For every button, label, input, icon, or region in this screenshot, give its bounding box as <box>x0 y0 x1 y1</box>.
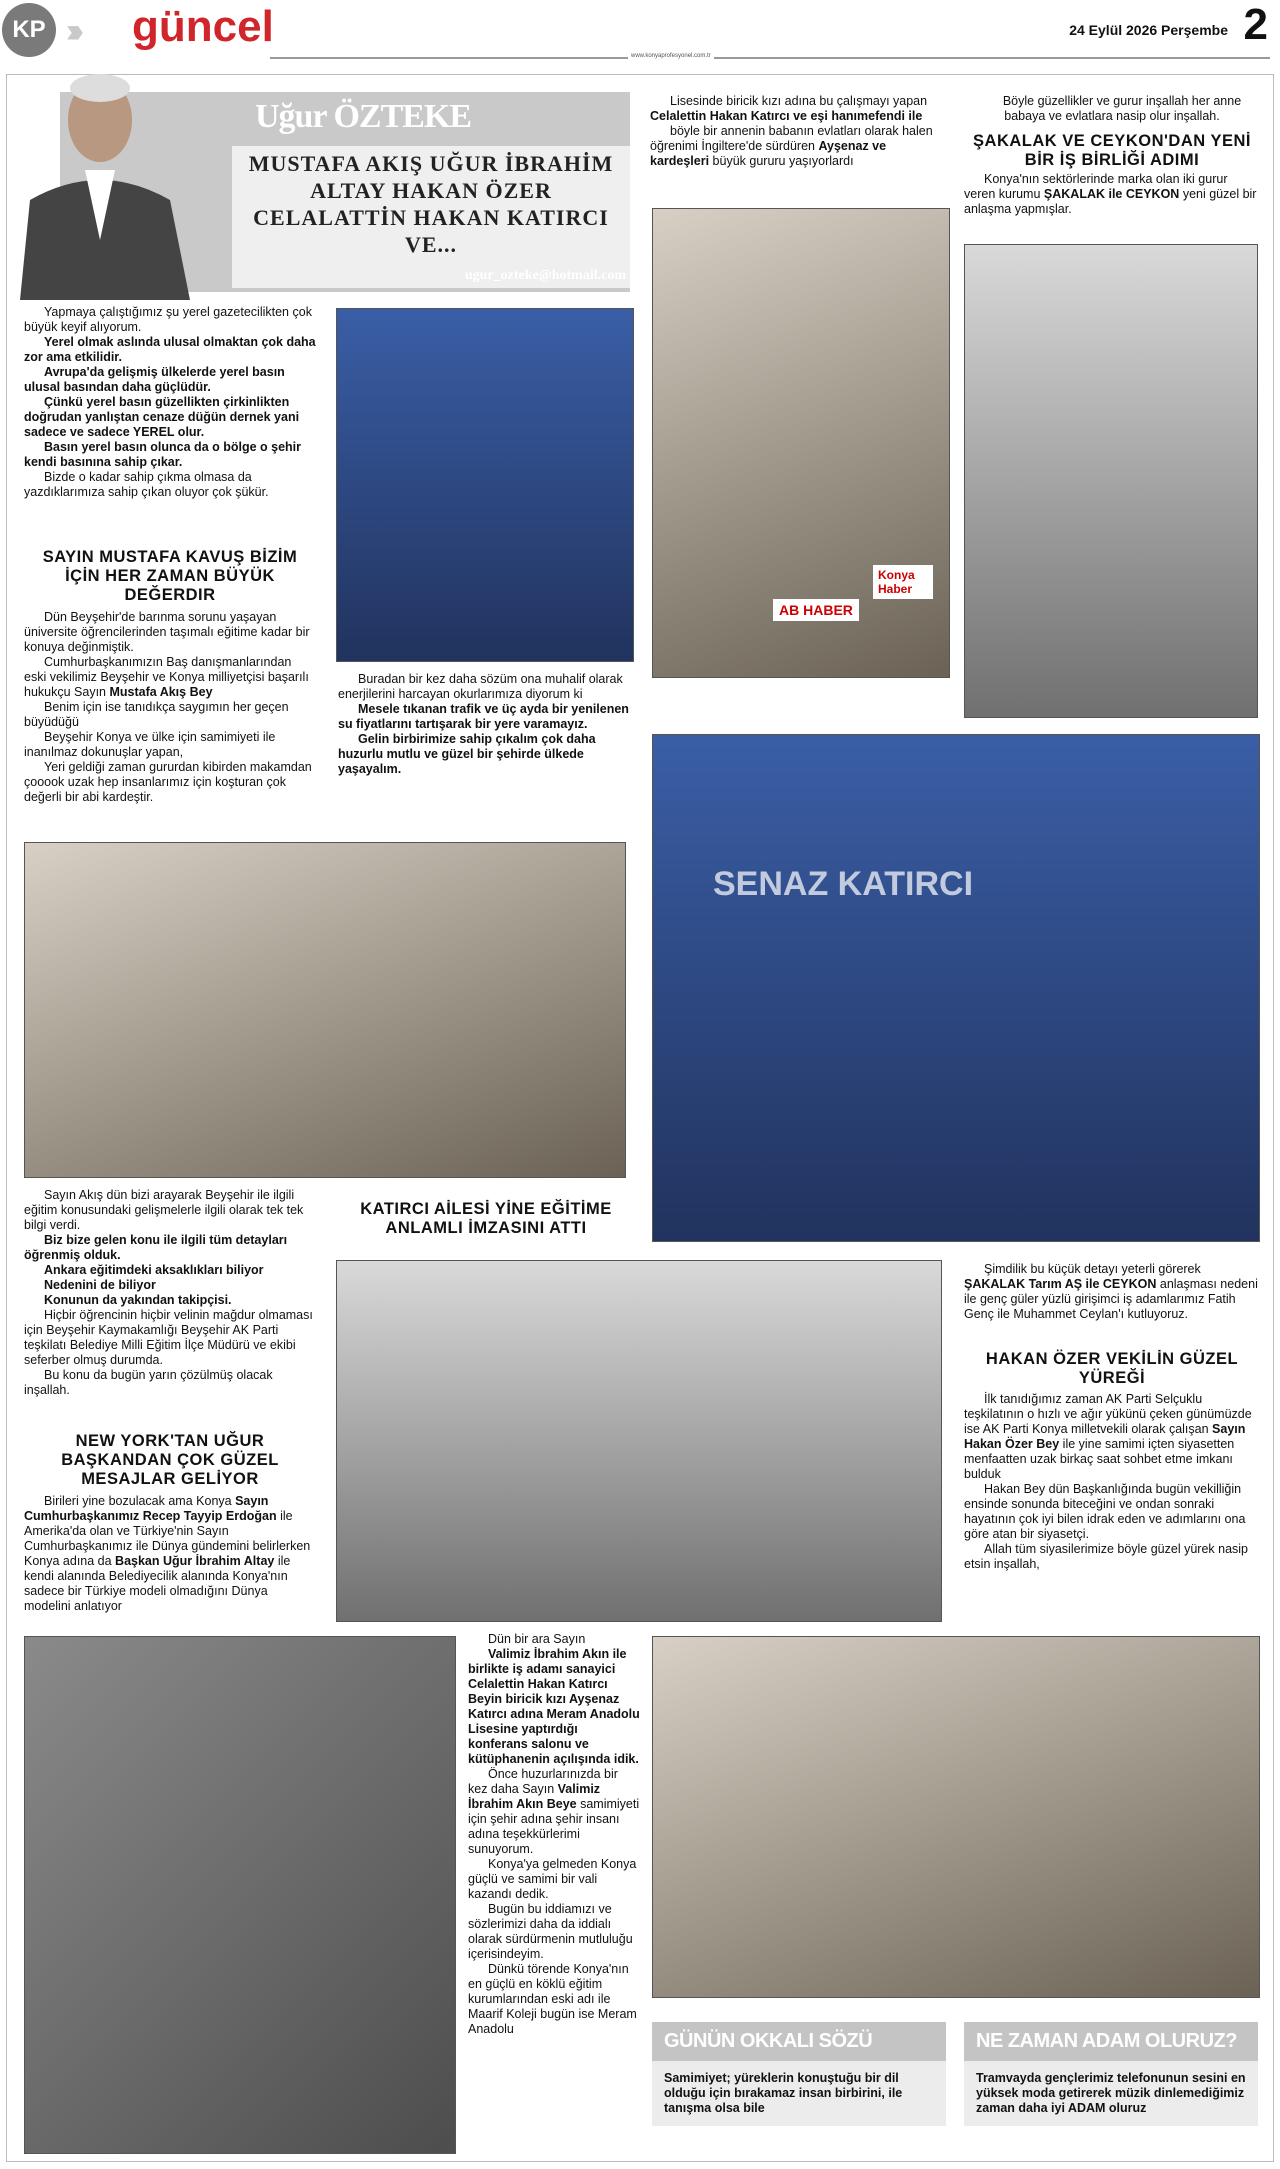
paragraph-list <box>650 94 946 169</box>
paragraph: Biz bize gelen konu ile ilgili tüm detayları öğrenmiş olduk. <box>24 1233 288 1262</box>
paragraph: Şimdilik bu küçük detayı yeterli görerek ŞAKALAK Tarım AŞ ile CEYKON anlaşması nedeni ile genç güler yüzlü girişimci iş adamlarımız Fatih Genç ile Muhammet Ceylan'ı kutluyoruz. <box>964 1262 1258 1321</box>
paragraph-list <box>468 1632 640 2037</box>
question-box-title: NE ZAMAN ADAM OLURUZ? <box>964 2022 1258 2061</box>
photo-officials-2 <box>336 1260 942 1622</box>
paragraph: Yerel olmak aslında ulusal olmaktan çok daha zor ama etkilidir. <box>24 335 316 364</box>
quote-box-body: Samimiyet; yüreklerin konuştuğu bir dil olduğu için bırakamaz insan birbirini, ile tanışma olsa bile <box>652 2061 946 2126</box>
paragraph: Konunun da yakından takipçisi. <box>44 1293 232 1307</box>
col4-text-a <box>964 94 1260 124</box>
paragraph-list <box>338 672 630 777</box>
paragraph: Allah tüm siyasilerimize böyle güzel yürek nasip etsin inşallah, <box>964 1542 1249 1571</box>
headline-katirci: KATIRCI AİLESİ YİNE EĞİTİME ANLAMLI İMZASINI ATTI <box>360 1200 612 1237</box>
quote-box-title: GÜNÜN OKKALI SÖZÜ <box>652 2022 946 2061</box>
paragraph: Beyşehir Konya ve ülke için samimiyeti ile inanılmaz dokunuşlar yapan, <box>24 730 276 759</box>
quote-box <box>652 2022 946 2126</box>
paragraph: Birileri yine bozulacak ama Konya Sayın Cumhurbaşkanımız Recep Tayyip Erdoğan ile Amerika'da olan ve Türkiye'nin Sayın Cumhurbaşkanımız ile Dünya gündemini belirlerken Konya adına da Başkan Uğur İbrahim Altay ile kendi alanında Belediyecilik alanında Konya'nın sadece bir Türkiye modeli olmadığını Dünya modelini anlatıyor <box>24 1494 311 1613</box>
paragraph-list <box>24 1494 316 1614</box>
col2-text-b <box>468 1632 640 2037</box>
paragraph-list <box>964 1262 1260 1322</box>
paragraph: Benim için ise tanıdıkça saygımın her geçen büyüdüğü <box>24 700 289 729</box>
paragraph: Böyle güzellikler ve gurur inşallah her anne babaya ve evlatlara nasip olur inşallah. <box>1002 94 1242 123</box>
col4-text-b <box>964 172 1260 217</box>
col4-text-d <box>964 1392 1260 1572</box>
photo-akis-meeting <box>24 842 626 1178</box>
column-title-box <box>232 146 630 288</box>
headline-newyork: NEW YORK'TAN UĞUR BAŞKANDAN ÇOK GÜZEL MESAJLAR GELİYOR <box>61 1432 279 1488</box>
paragraph: Dün Beyşehir'de barınma sorunu yaşayan üniversite öğrencilerinden taşımalı eğitime kadar bir konuya değinmiştik. <box>24 610 310 654</box>
photo-officials-1 <box>336 308 634 662</box>
columnist-portrait <box>0 40 200 300</box>
paragraph: böyle bir annenin babanın evlatları olarak halen öğrenimi İngiltere'de sürdüren Ayşenaz ve kardeşleri büyük gururu yaşıyorlardı <box>650 124 933 168</box>
photo-interview <box>652 208 950 678</box>
section-title: güncel <box>132 2 274 51</box>
paragraph: Lisesinde biricik kızı adına bu çalışmayı yapan Celalettin Hakan Katırcı ve eşi hanımefendi ile <box>650 94 928 123</box>
paragraph: Avrupa'da gelişmiş ülkelerde yerel basın ulusal basından daha güçlüdür. <box>24 365 285 394</box>
paragraph: İlk tanıdığımız zaman AK Parti Selçuklu teşkilatının o hızlı ve ağır yükünü çeken günümüzde ise AK Parti Konya milletvekili olarak çalışan Sayın Hakan Özer Bey ile yine samimi içten siyasetten menfaatten uzak birkaç saat sohbet etme imkanı bulduk <box>964 1392 1252 1481</box>
paragraph-list <box>964 172 1260 217</box>
paragraph: Ankara eğitimdeki aksaklıkları biliyor <box>44 1263 264 1277</box>
photo-handshake-1 <box>964 244 1258 718</box>
col1-text-a <box>24 305 316 500</box>
mic-label-2: Konya Haber <box>873 565 933 599</box>
paragraph: Valimiz İbrahim Akın ile birlikte iş adamı sanayici Celalettin Hakan Katırcı Beyin biricik kızı Ayşenaz Katırcı adına Meram Anadolu Lisesine yaptırdığı konferans salonu ve kütüphanenin açılışında idik. <box>468 1647 640 1766</box>
columnist-email: ugur_ozteke@hotmail.com <box>464 268 626 283</box>
paragraph: Bu konu da bugün yarın çözülmüş olacak inşallah. <box>24 1368 273 1397</box>
paragraph: Mesele tıkanan trafik ve üç ayda bir yenilenen su fiyatlarını tartışarak bir yere varamayız. <box>338 702 629 731</box>
column-title: MUSTAFA AKIŞ UĞUR İBRAHİM ALTAY HAKAN ÖZER CELALATTİN HAKAN KATIRCI VE... <box>248 151 614 257</box>
paragraph: Çünkü yerel basın güzellikten çirkinlikten doğrudan yanlıştan cenaze düğün dernek yani sadece ve sadece YEREL olur. <box>24 395 300 439</box>
paragraph: Cumhurbaşkanımızın Baş danışmanlarından eski vekilimiz Beyşehir ve Konya milliyetçisi başarılı hukukçu Sayın Mustafa Akış Bey <box>24 655 309 699</box>
paragraph: Yapmaya çalıştığımız şu yerel gazetecilikten çok büyük keyif alıyorum. <box>24 305 312 334</box>
paragraph: Nedenini de biliyor <box>44 1278 156 1292</box>
paragraph-list <box>964 1392 1260 1572</box>
chevron-icon: ››› <box>66 12 76 50</box>
banner-text: SENAZ KATIRCI <box>713 865 974 903</box>
col3-text-a <box>650 94 946 169</box>
page-number: 2 <box>1243 0 1268 49</box>
question-box <box>964 2022 1258 2126</box>
col1-text-b <box>24 610 316 805</box>
photo-sofa-meeting <box>652 1636 1260 1998</box>
paragraph: Bizde o kadar sahip çıkma olmasa da yazdıklarımıza sahip çıkan oluyor çok şükür. <box>24 470 269 499</box>
paragraph: Dün bir ara Sayın <box>488 1632 586 1646</box>
col1-text-d <box>24 1494 316 1614</box>
photo-erdogan-handshake <box>24 1636 456 2154</box>
paragraph-list <box>964 94 1260 124</box>
col4-text-c <box>964 1262 1260 1322</box>
paragraph: Bugün bu iddiamızı ve sözlerimizi daha da iddialı olarak sürdürmenin mutluluğu içerisindeyim. <box>468 1902 633 1961</box>
question-box-body: Tramvayda gençlerimiz telefonunun sesini en yüksek moda getirerek müzik dinlemediğimiz zaman daha iyi ADAM oluruz <box>964 2061 1258 2126</box>
paragraph: Yeri geldiği zaman gururdan kibirden makamdan çooook uzak hep insanlarımız için koşturan çok değerli bir abi kardeştir. <box>24 760 312 804</box>
header-rule <box>270 57 1270 59</box>
mic-label-1: AB HABER <box>773 599 859 621</box>
headline-sakalak: ŞAKALAK VE CEYKON'DAN YENİ BİR İŞ BİRLİĞİ ADIMI <box>973 132 1251 169</box>
kp-logo: KP <box>2 3 56 57</box>
issue-date: 24 Eylül 2026 Perşembe <box>1069 22 1228 38</box>
paragraph: Gelin birbirimize sahip çıkalım çok daha huzurlu mutlu ve güzel bir şehirde ülkede yaşayalım. <box>338 732 596 776</box>
photo-group-ceremony <box>652 734 1260 1242</box>
paragraph: Hakan Bey dün Başkanlığında bugün vekilliğin ensinde sonunda biteceğini ve ondan sonraki hayatının çok iyi bilen idrak eden ve adımlarını ona göre atan bir siyasetçi. <box>964 1482 1246 1541</box>
paragraph: Basın yerel basın olunca da o bölge o şehir kendi basınına sahip çıkar. <box>24 440 302 469</box>
col2-text-a <box>338 672 630 777</box>
columnist-name: Uğur ÖZTEKE <box>255 98 472 135</box>
col1-text-c <box>24 1188 316 1398</box>
headline-kavus: SAYIN MUSTAFA KAVUŞ BİZİM İÇİN HER ZAMAN BÜYÜK DEĞERDIR <box>42 548 298 604</box>
paragraph: Önce huzurlarınızda bir kez daha Sayın Valimiz İbrahim Akın Beye samimiyeti için şehir adına şehir insanı adına teşekkürlerimi sunuyorum. <box>468 1767 640 1856</box>
paragraph: Konya'nın sektörlerinde marka olan iki gurur veren kurumu ŞAKALAK ile CEYKON yeni güzel bir anlaşma yapmışlar. <box>964 172 1257 216</box>
paragraph: Dünkü törende Konya'nın en güçlü en köklü eğitim kurumlarından eski adı ile Maarif Koleji bugün ise Meram Anadolu <box>468 1962 637 2036</box>
paragraph-list <box>24 1188 316 1398</box>
site-url: www.konyaprofesyonel.com.tr <box>628 53 714 59</box>
paragraph-list <box>24 610 316 805</box>
paragraph: Hiçbir öğrencinin hiçbir velinin mağdur olmaması için Beyşehir Kaymakamlığı Beyşehir AK Parti teşkilatı Belediye Milli Eğitim İlçe Müdürü ve ekibi seferber olmuş durumda. <box>24 1308 313 1367</box>
paragraph-list <box>24 305 316 500</box>
headline-hakan-ozer: HAKAN ÖZER VEKİLİN GÜZEL YÜREĞİ <box>985 1350 1239 1387</box>
paragraph: Sayın Akış dün bizi arayarak Beyşehir ile ilgili eğitim konusundaki gelişmelerle ilgili olarak tek tek bilgi verdi. <box>24 1188 304 1232</box>
paragraph: Konya'ya gelmeden Konya güçlü ve samimi bir vali kazandı dedik. <box>468 1857 637 1901</box>
paragraph: Buradan bir kez daha sözüm ona muhalif olarak enerjilerini harcayan okurlarımıza diyorum ki <box>338 672 623 701</box>
